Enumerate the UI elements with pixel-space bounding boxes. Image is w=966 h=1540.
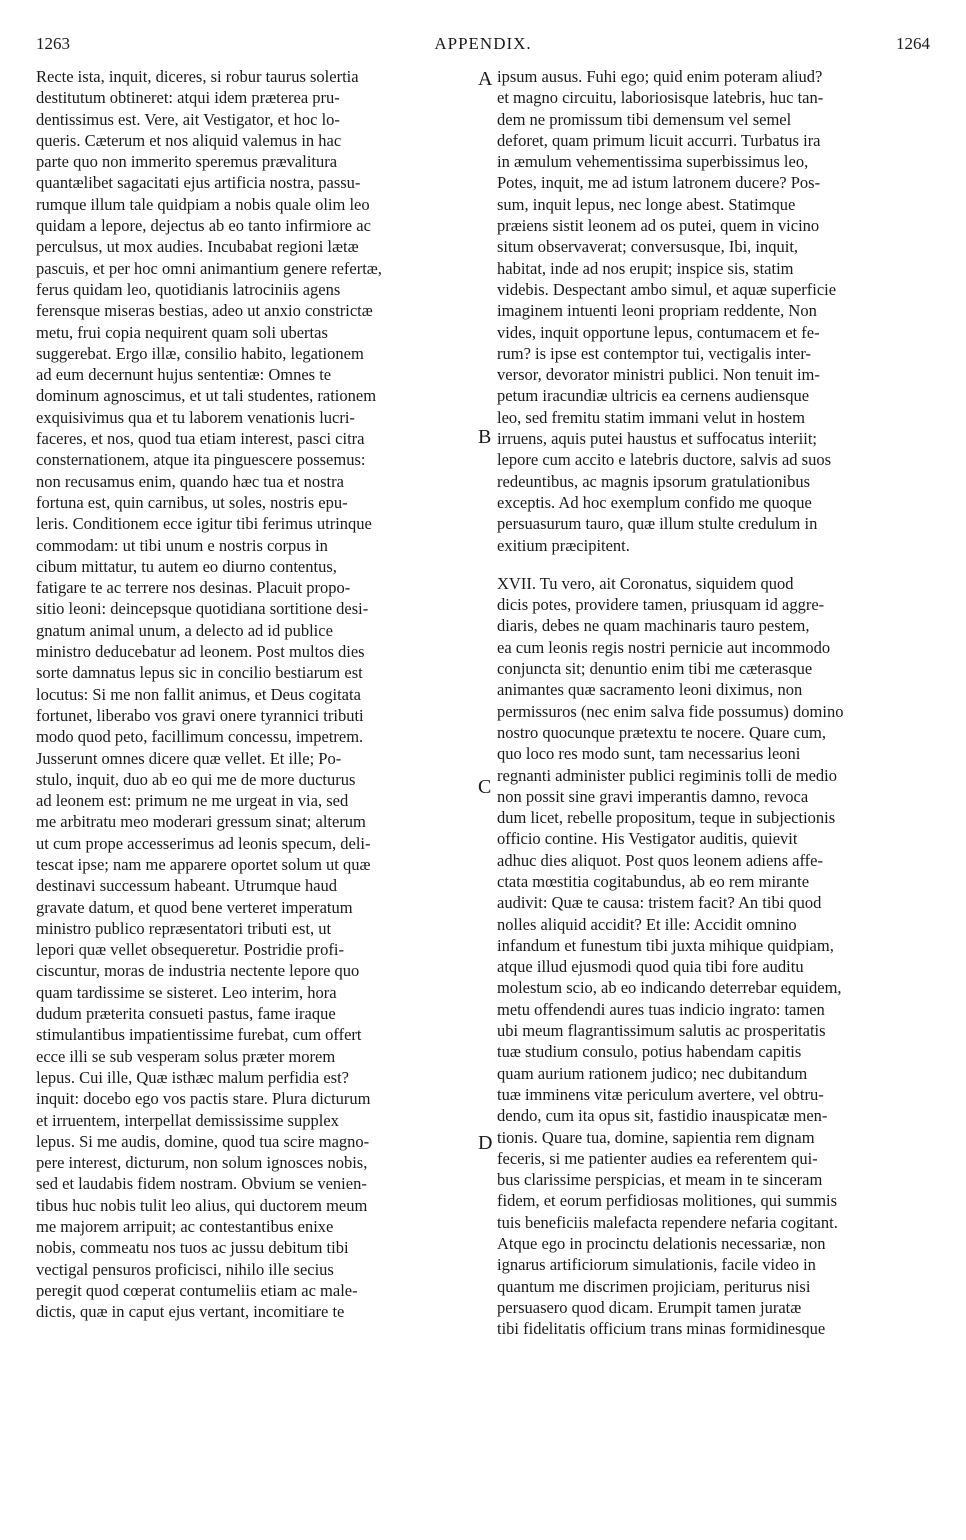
- text-line: quam tardissime se sisteret. Leo interim, hora: [36, 982, 337, 1002]
- text-line: tescat ipse; nam me apparere oportet solum ut quæ: [36, 854, 371, 874]
- text-line: sum, inquit lepus, nec longe abest. Statimque: [497, 194, 796, 214]
- text-line: dendo, cum ita opus sit, fastidio inauspicatæ men-: [497, 1106, 828, 1126]
- text-line: dicis potes, providere tamen, priusquam id aggre-: [497, 595, 825, 615]
- section-marker-b: B: [478, 426, 492, 448]
- running-title: APPENDIX.: [434, 34, 532, 53]
- text-line: videbis. Despectant ambo simul, et aquæ superficie: [497, 279, 837, 299]
- text-line: queris. Cæterum et nos aliquid valemus in hac: [36, 130, 342, 150]
- page-number-left: 1263: [36, 34, 70, 53]
- page-number-right: 1264: [896, 34, 930, 53]
- text-line: adhuc dies aliquot. Post quos leonem adiens affe-: [497, 850, 823, 870]
- text-line: pascuis, et per hoc omni animantium genere refertæ,: [36, 258, 382, 278]
- text-line: fidem, et eorum perfidiosas molitiones, qui summis: [497, 1191, 838, 1211]
- text-line: dominum agnoscimus, et ut tali studentes, rationem: [36, 386, 377, 406]
- text-line: gravate datum, et quod bene verteret imperatum: [36, 897, 353, 917]
- text-line: quidam a lepore, dejectus ab eo tanto infirmiore ac: [36, 216, 371, 236]
- text-line: deforet, quam primum licuit accurri. Turbatus ira: [497, 130, 821, 150]
- text-line: ad eum decernunt hujus sententiæ: Omnes te: [36, 365, 332, 385]
- text-line: destinavi successum habeant. Utrumque haud: [36, 876, 338, 896]
- text-line: fortunet, liberabo vos gravi onere tyrannici tributi: [36, 705, 364, 725]
- text-line: audivit: Quæ te causa: tristem facit? An tibi quod: [497, 893, 822, 913]
- text-line: faceres, et nos, quod tua etiam interest, pasci citra: [36, 429, 365, 449]
- text-line: lepus. Si me audis, domine, quod tua scire magno-: [36, 1131, 370, 1151]
- text-line: animantes quæ sacramento leoni diximus, non: [497, 680, 803, 700]
- text-line: rumque illum tale quidpiam a nobis quale olim leo: [36, 194, 370, 214]
- text-line: me majorem arripuit; ac contestantibus enixe: [36, 1217, 334, 1237]
- text-line: redeuntibus, ac magnis ipsorum gratulationibus: [497, 471, 810, 491]
- text-line: lepore cum accito e latebris ductore, salvis ad suos: [497, 450, 832, 470]
- text-line: tibi fidelitatis officium trans minas formidinesque: [497, 1319, 826, 1339]
- text-line: fortuna est, quin carnibus, ut soles, nostris epu-: [36, 492, 348, 512]
- text-line: non recusamus enim, quando hæc tua et nostra: [36, 471, 344, 491]
- text-line: et magno circuitu, laboriosisque latebris, huc tan-: [497, 88, 824, 108]
- text-line: ea cum leonis regis nostri pernicie aut incommodo: [497, 637, 831, 657]
- text-line: non possit sine gravi imperantis damno, revoca: [497, 786, 809, 806]
- text-line: leris. Conditionem ecce igitur tibi ferimus utrinque: [36, 514, 372, 534]
- text-line: stulo, inquit, duo ab eo qui me de more ducturus: [36, 769, 356, 789]
- text-line: suggerebat. Ergo illæ, consilio habito, legationem: [36, 343, 364, 363]
- text-line: me arbitratu meo moderari gressum sinat; alterum: [36, 812, 366, 832]
- text-line: locutus: Si me non fallit animus, et Deus cogitata: [36, 684, 361, 704]
- text-line: parte quo non immerito speremus prævalitura: [36, 152, 338, 172]
- text-line: nolles aliquid accidit? Et ille: Accidit omnino: [497, 914, 797, 934]
- text-line: vectigal pensuros proficisci, nihilo ille secius: [36, 1259, 334, 1279]
- text-line: XVII. Tu vero, ait Coronatus, siquidem quod: [497, 573, 794, 593]
- text-line: stimulantibus impatientissime furebat, cum offert: [36, 1025, 362, 1045]
- text-line: dentissimus est. Vere, ait Vestigator, et hoc lo-: [36, 109, 340, 129]
- text-line: exceptis. Ad hoc exemplum confido me quoque: [497, 492, 812, 512]
- text-line: ctata mœstitia cogitabundus, ab eo rem mirante: [497, 871, 810, 891]
- text-line: petum iracundiæ ultricis ea cernens audiensque: [497, 386, 810, 406]
- text-line: ubi meum flagrantissimum salutis ac prosperitatis: [497, 1021, 826, 1041]
- text-line: rum? is ipse est contemptor tui, vectigalis inter-: [497, 343, 812, 363]
- text-line: ad leonem est: primum ne me urgeat in via, sed: [36, 791, 349, 811]
- text-line: irruens, aquis putei haustus et suffocatus interiit;: [497, 429, 818, 449]
- text-line: modo quod peto, facillimum concessu, impetrem.: [36, 727, 364, 747]
- text-line: tuæ studium consulo, potius habendam capitis: [497, 1042, 802, 1062]
- text-line: metu, frui copia nequirent quam soli ubertas: [36, 322, 328, 342]
- text-line: dum licet, rebelle propositum, teque in subjectionis: [497, 808, 836, 828]
- text-line: exitium præcipitent.: [497, 535, 630, 555]
- text-line: quam aurium rationem judico; nec dubitandum: [497, 1063, 808, 1083]
- text-line: regnanti administer publici regiminis tolli de medio: [497, 765, 838, 785]
- text-line: diaris, debes ne quam machinaris tauro pestem,: [497, 616, 810, 636]
- text-line: fatigare te ac terrere nos desinas. Placuit propo-: [36, 578, 351, 598]
- text-line: quantum me discrimen projiciam, periturus nisi: [497, 1276, 811, 1296]
- text-line: consternationem, atque ita pinguescere possemus:: [36, 450, 366, 470]
- text-line: leo, sed fremitu statim immani velut in hostem: [497, 407, 805, 427]
- text-line: præiens sistit leonem ad os putei, quem in vicino: [497, 216, 820, 236]
- running-header: [36, 34, 930, 58]
- text-line: feceris, si me patienter audies ea referentem qui-: [497, 1148, 818, 1168]
- text-line: Atque ego in procinctu delationis necessariæ, non: [497, 1234, 826, 1254]
- text-line: sed et laudabis fidem nostram. Obvium se venien-: [36, 1174, 367, 1194]
- text-line: ciscuntur, moras de industria nectente lepore quo: [36, 961, 360, 981]
- text-line: molestum scio, ab eo indicando deterrebar equidem,: [497, 978, 842, 998]
- text-line: exquisivimus qua et tu laborem venationis lucri-: [36, 407, 355, 427]
- text-line: permissuros (nec enim salva fide possumus) domino: [497, 701, 844, 721]
- text-line: officio contine. His Vestigator auditis, quievit: [497, 829, 798, 849]
- text-line: habitat, inde ad nos erupit; inspice sis, statim: [497, 258, 794, 278]
- text-line: nobis, commeatu nos tuos ac jussu debitum tibi: [36, 1238, 349, 1258]
- text-line: tuis beneficiis malefacta rependere nefaria cogitant.: [497, 1212, 838, 1232]
- text-line: persuasero quod dicam. Erumpit tamen juratæ: [497, 1297, 802, 1317]
- text-line: atque illud ejusmodi quod quia tibi fore auditu: [497, 957, 804, 977]
- text-line: in æmulum vehementissima superbissimus leo,: [497, 152, 809, 172]
- text-line: cibum mittatur, tu autem eo diurno contentus,: [36, 556, 337, 576]
- text-line: lepus. Cui ille, Quæ isthæc malum perfidia est?: [36, 1067, 349, 1087]
- text-line: ferus quidam leo, quotidianis latrociniis agens: [36, 279, 341, 299]
- text-line: ignarus artificiorum simulationis, facile video in: [497, 1255, 816, 1275]
- text-line: perculsus, ut mox audies. Incubabat regioni lætæ: [36, 237, 359, 257]
- text-line: ecce illi se sub vesperam solus præter morem: [36, 1046, 336, 1066]
- text-line: persuasurum tauro, quæ illum stulte credulum in: [497, 514, 818, 534]
- text-line: et irruentem, interpellat demississime supplex: [36, 1110, 339, 1130]
- text-line: infandum et funestum tibi juxta mihique quidpiam,: [497, 935, 834, 955]
- paragraph-gap: [497, 556, 929, 573]
- left-column: [36, 66, 468, 1323]
- text-line: commodam: ut tibi unum e nostris corpus in: [36, 535, 328, 555]
- text-line: imaginem intuenti leoni propriam reddente, Non: [497, 301, 817, 321]
- text-line: dudum præterita consueti pastus, fame iraque: [36, 1004, 336, 1024]
- text-line: dem ne promissum tibi demensum vel semel: [497, 109, 792, 129]
- text-line: conjuncta sit; denuntio enim tibi me cæterasque: [497, 659, 813, 679]
- text-line: destitutum obtineret: atqui idem præterea pru-: [36, 88, 340, 108]
- text-line: ministro publico repræsentatori tributi est, ut: [36, 918, 332, 938]
- section-marker-a: A: [478, 68, 493, 90]
- text-line: Potes, inquit, me ad istum latronem ducere? Pos-: [497, 173, 821, 193]
- text-line: tuæ imminens vitæ periculum avertere, vel obtru-: [497, 1084, 824, 1104]
- text-line: gnatum animal unum, a delecto ad id publice: [36, 620, 333, 640]
- text-line: tionis. Quare tua, domine, sapientia rem dignam: [497, 1127, 815, 1147]
- text-line: nostro quocunque prætextu te nocere. Quare cum,: [497, 722, 826, 742]
- text-line: quo loco res modo sunt, tam necessarius leoni: [497, 744, 801, 764]
- text-line: metu offendendi aures tuas indicio ingrato: tamen: [497, 999, 825, 1019]
- text-line: quantælibet sagacitati ejus artificia nostra, passu-: [36, 173, 361, 193]
- text-line: sitio leoni: deincepsque quotidiana sortitione desi-: [36, 599, 369, 619]
- text-line: sorte damnatus lepus sic in concilio bestiarum est: [36, 663, 363, 683]
- text-line: ministro deducebatur ad leonem. Post multos dies: [36, 642, 365, 662]
- section-marker-c: C: [478, 776, 492, 798]
- text-line: vides, inquit opportune lepus, contumacem et fe-: [497, 322, 820, 342]
- text-line: situm observaverat; conversusque, Ibi, inquit,: [497, 237, 799, 257]
- text-line: versor, devorator ministri publici. Non tenuit im-: [497, 365, 820, 385]
- text-line: bus clarissime perspicias, et meam in te sinceram: [497, 1170, 823, 1190]
- text-line: Jusserunt omnes dicere quæ vellet. Et ille; Po-: [36, 748, 342, 768]
- text-line: tibus huc nobis tulit leo alius, qui ductorem meum: [36, 1195, 368, 1215]
- text-line: ipsum ausus. Fuhi ego; quid enim poteram aliud?: [497, 67, 823, 86]
- text-line: ut cum prope accesserimus ad leonis specum, deli-: [36, 833, 371, 853]
- text-line: peregit quod cœperat contumeliis etiam ac male-: [36, 1280, 358, 1300]
- text-line: dictis, quæ in caput ejus vertant, incomitiare te: [36, 1302, 345, 1322]
- text-line: Recte ista, inquit, diceres, si robur taurus solertia: [36, 67, 359, 86]
- text-line: ferensque miseras bestias, adeo ut anxio constrictæ: [36, 301, 373, 321]
- right-column: [497, 66, 929, 1340]
- text-line: lepori quæ vellet obsequeretur. Postridie profi-: [36, 940, 344, 960]
- section-marker-d: D: [478, 1132, 493, 1154]
- text-line: inquit: docebo ego vos pactis stare. Plura dicturum: [36, 1089, 371, 1109]
- text-line: pere interest, dicturum, non solum ignosces nobis,: [36, 1153, 368, 1173]
